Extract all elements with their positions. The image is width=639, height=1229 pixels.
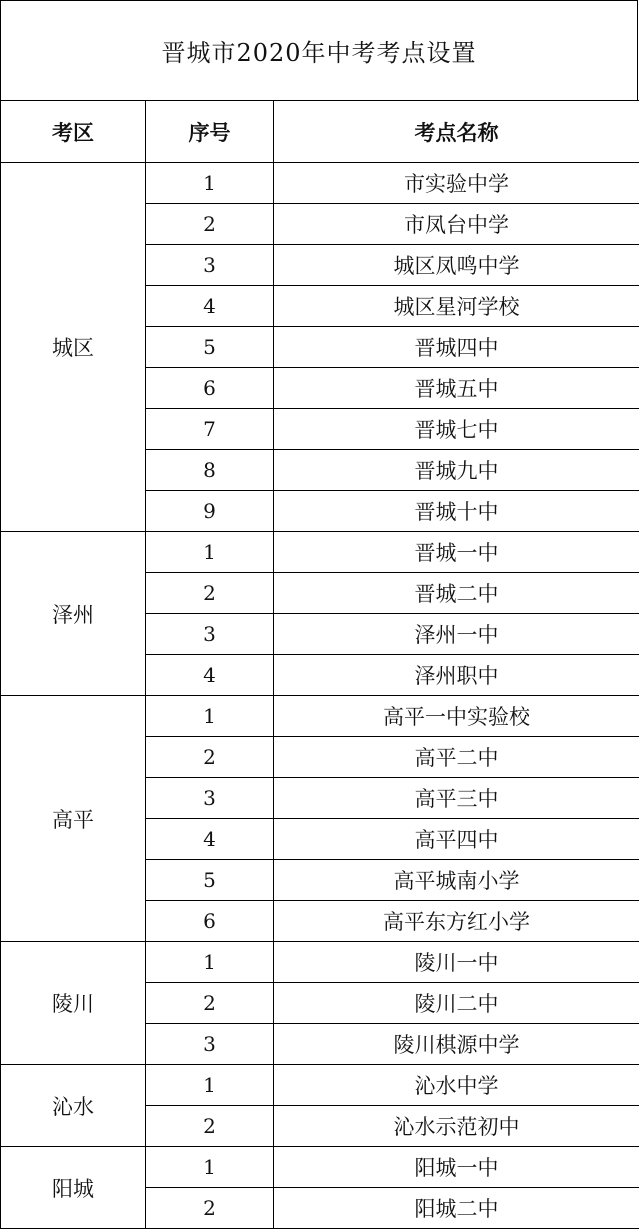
page-title: 晋城市2020年中考考点设置 (0, 0, 638, 100)
area-cell: 沁水 (1, 1065, 146, 1147)
site-name-cell: 晋城九中 (274, 450, 639, 491)
serial-cell: 7 (146, 409, 274, 450)
serial-cell: 1 (146, 1147, 274, 1188)
site-name-cell: 晋城四中 (274, 327, 639, 368)
table-row (1, 532, 639, 573)
serial-cell: 5 (146, 860, 274, 901)
area-cell: 泽州 (1, 532, 146, 696)
table-body (1, 163, 639, 1229)
serial-cell: 3 (146, 245, 274, 286)
site-name-cell: 高平一中实验校 (274, 696, 639, 737)
serial-cell: 2 (146, 573, 274, 614)
table-row (1, 1147, 639, 1188)
serial-cell: 3 (146, 614, 274, 655)
serial-cell: 4 (146, 655, 274, 696)
site-name-cell: 泽州职中 (274, 655, 639, 696)
area-cell: 陵川 (1, 942, 146, 1065)
site-name-cell: 沁水中学 (274, 1065, 639, 1106)
site-name-cell: 市凤台中学 (274, 204, 639, 245)
serial-cell: 5 (146, 327, 274, 368)
site-name-cell: 高平二中 (274, 737, 639, 778)
site-name-cell: 晋城二中 (274, 573, 639, 614)
table-row (1, 163, 639, 204)
serial-cell: 2 (146, 1188, 274, 1229)
serial-cell: 1 (146, 1065, 274, 1106)
site-name-cell: 高平四中 (274, 819, 639, 860)
site-name-cell: 晋城五中 (274, 368, 639, 409)
table-row (1, 696, 639, 737)
site-name-cell: 陵川二中 (274, 983, 639, 1024)
site-name-cell: 城区星河学校 (274, 286, 639, 327)
serial-cell: 9 (146, 491, 274, 532)
header-row (1, 101, 639, 163)
serial-cell: 2 (146, 204, 274, 245)
area-cell: 阳城 (1, 1147, 146, 1229)
site-name-cell: 市实验中学 (274, 163, 639, 204)
site-name-cell: 陵川一中 (274, 942, 639, 983)
area-cell: 城区 (1, 163, 146, 532)
serial-cell: 1 (146, 163, 274, 204)
site-name-cell: 阳城一中 (274, 1147, 639, 1188)
site-name-cell: 高平东方红小学 (274, 901, 639, 942)
serial-cell: 3 (146, 778, 274, 819)
serial-cell: 1 (146, 942, 274, 983)
serial-cell: 8 (146, 450, 274, 491)
serial-cell: 2 (146, 737, 274, 778)
header-no: 序号 (146, 101, 274, 163)
serial-cell: 2 (146, 1106, 274, 1147)
header-area: 考区 (1, 101, 146, 163)
header-name: 考点名称 (274, 101, 639, 163)
site-name-cell: 泽州一中 (274, 614, 639, 655)
site-name-cell: 晋城十中 (274, 491, 639, 532)
area-cell: 高平 (1, 696, 146, 942)
site-name-cell: 高平三中 (274, 778, 639, 819)
serial-cell: 3 (146, 1024, 274, 1065)
serial-cell: 6 (146, 368, 274, 409)
serial-cell: 1 (146, 532, 274, 573)
site-name-cell: 城区凤鸣中学 (274, 245, 639, 286)
site-name-cell: 陵川棋源中学 (274, 1024, 639, 1065)
serial-cell: 4 (146, 286, 274, 327)
exam-sites-table (0, 100, 639, 1229)
table-row (1, 942, 639, 983)
table-row (1, 1065, 639, 1106)
serial-cell: 2 (146, 983, 274, 1024)
serial-cell: 6 (146, 901, 274, 942)
site-name-cell: 高平城南小学 (274, 860, 639, 901)
serial-cell: 1 (146, 696, 274, 737)
site-name-cell: 阳城二中 (274, 1188, 639, 1229)
site-name-cell: 晋城一中 (274, 532, 639, 573)
site-name-cell: 晋城七中 (274, 409, 639, 450)
site-name-cell: 沁水示范初中 (274, 1106, 639, 1147)
table-header (1, 101, 639, 163)
serial-cell: 4 (146, 819, 274, 860)
